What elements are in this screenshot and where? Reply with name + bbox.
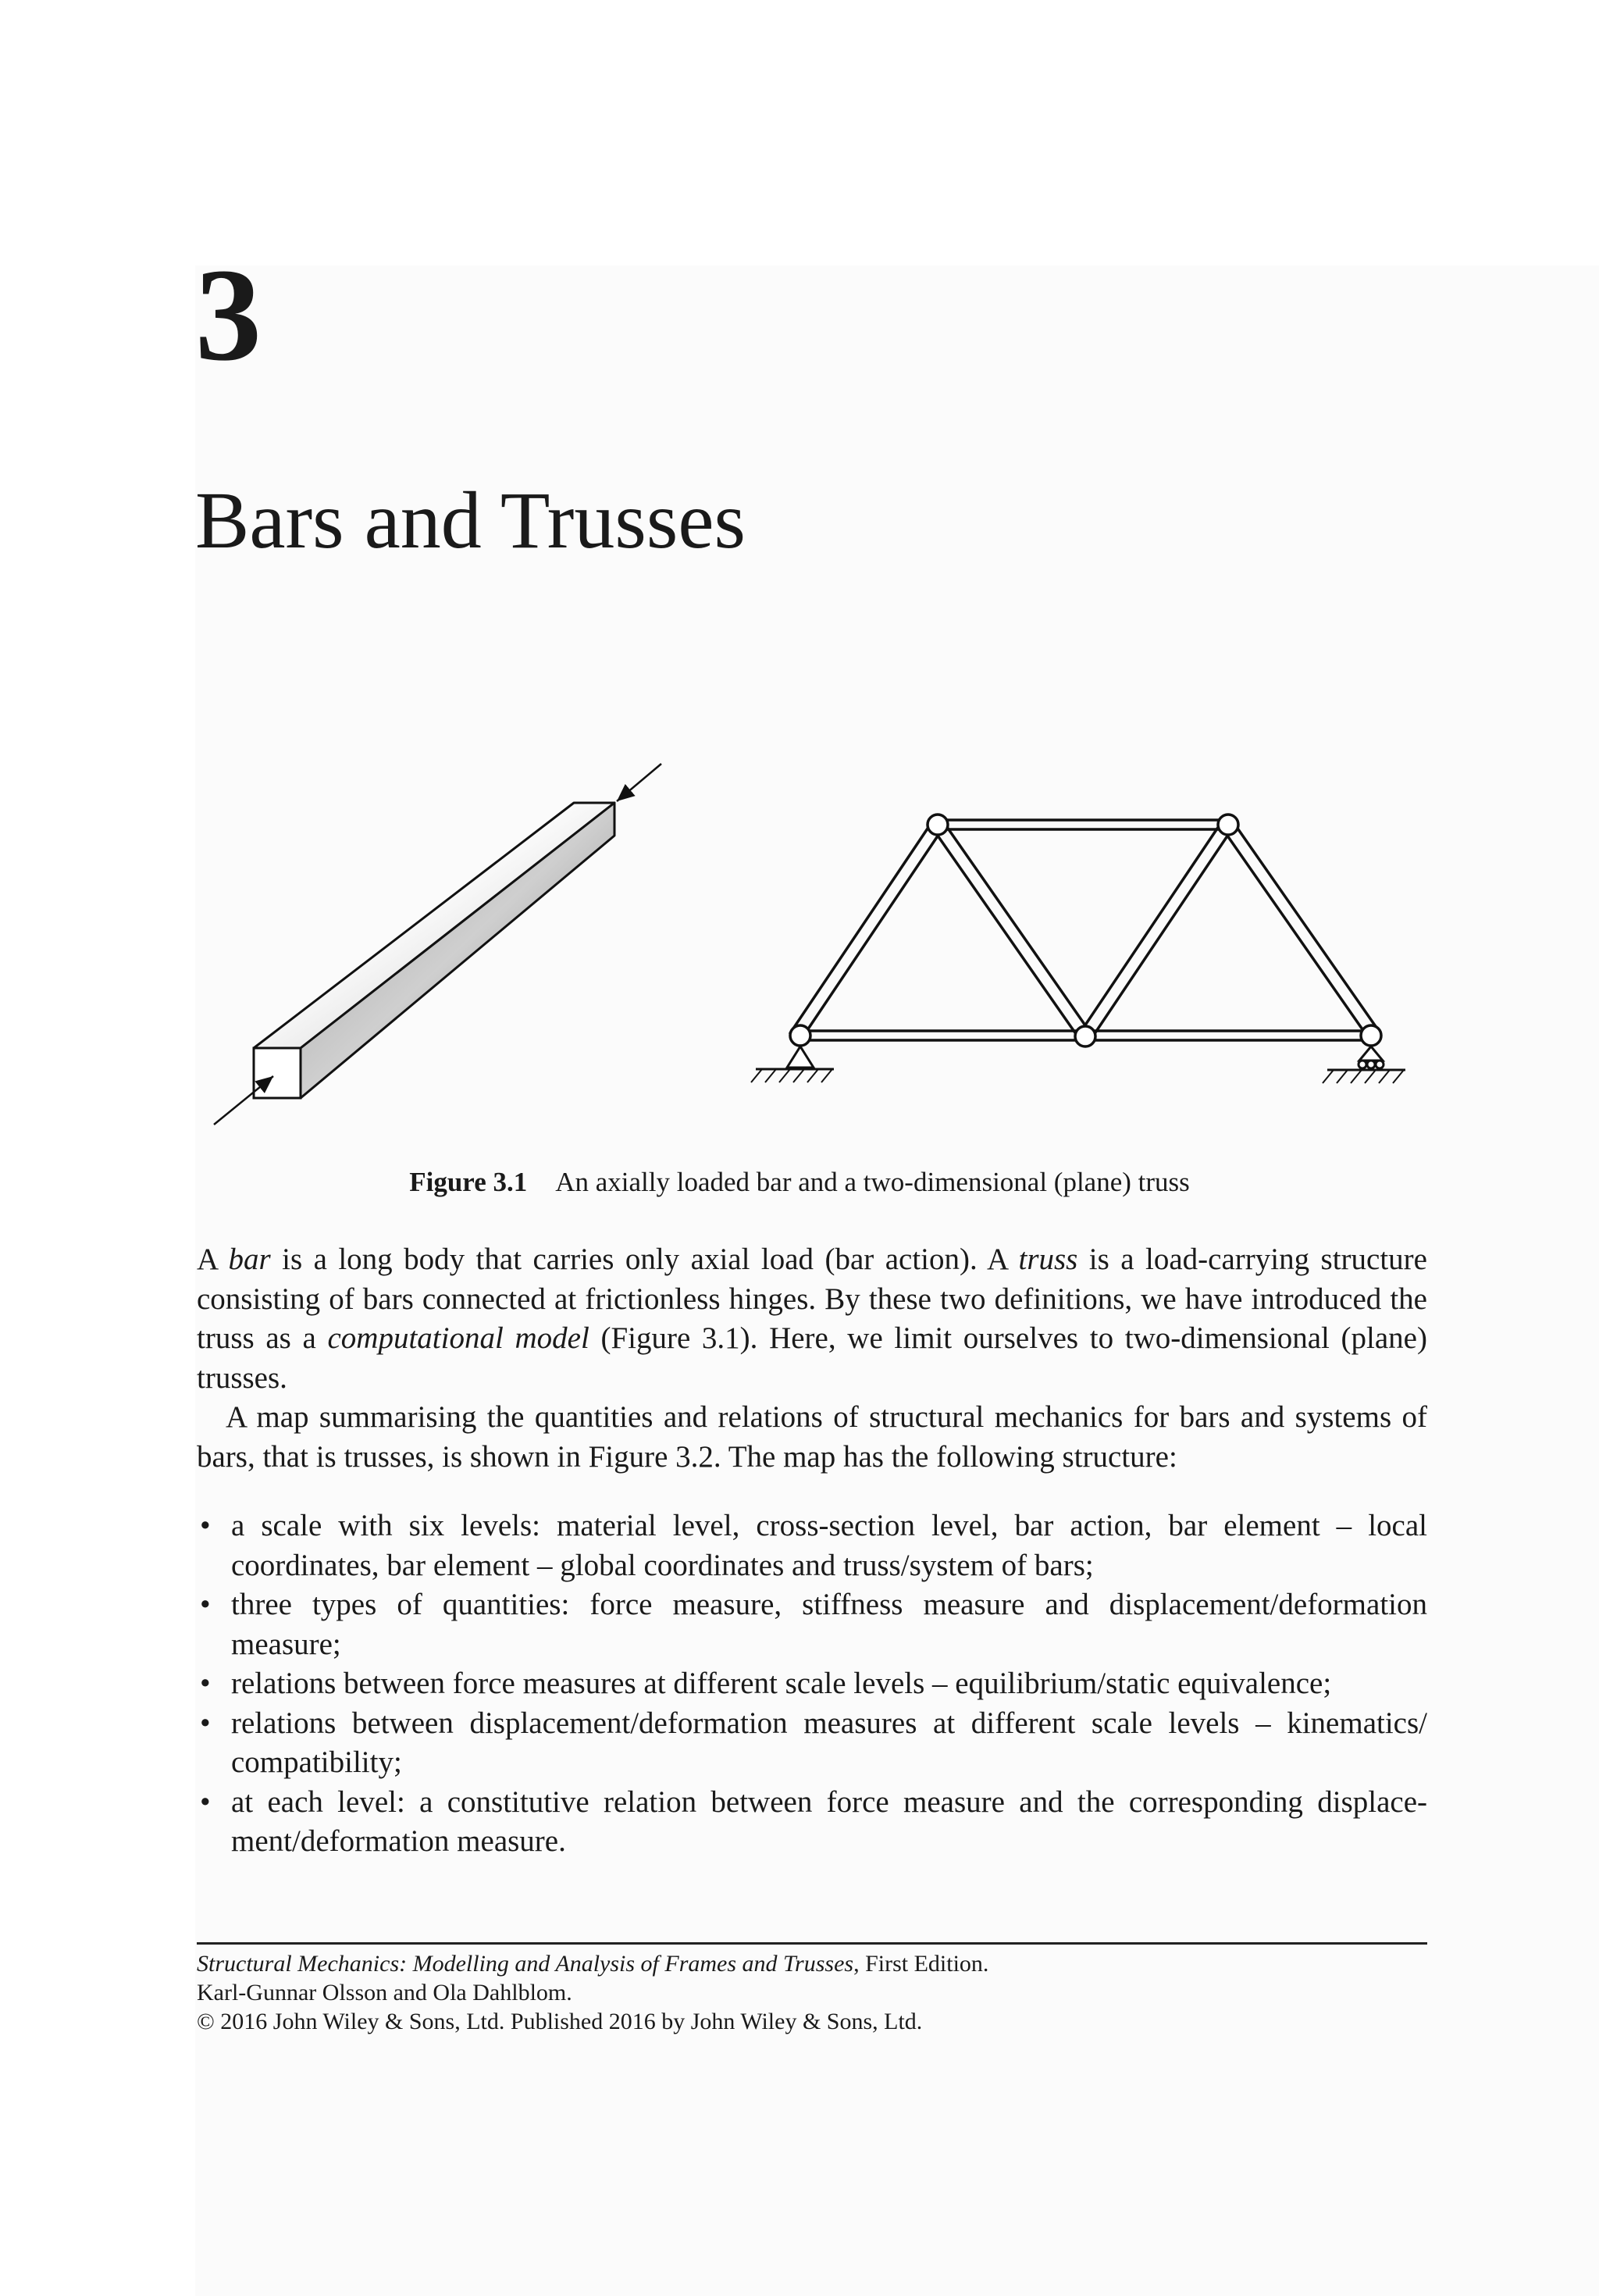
load-arrow-bottom bbox=[214, 1076, 273, 1125]
text-run: is a long body that carries only axial load (bar action). A bbox=[270, 1242, 1019, 1276]
text-run: is a load-carrying structure consisting of bars connected at frictionless hinges. By these two definitions, we have introduced the truss as a bbox=[197, 1242, 1427, 1355]
plane-truss bbox=[790, 820, 1380, 1040]
figure-label: Figure 3.1 bbox=[409, 1167, 528, 1197]
list-item-text: relations between displacement/deformation measures at different scale levels – kinematics/ compatibility; bbox=[231, 1706, 1427, 1779]
list-item-text: three types of quantities: force measure, stiffness measure and displacement/deformation measure; bbox=[231, 1588, 1427, 1661]
list-item bbox=[197, 1783, 1427, 1862]
footer-citation bbox=[197, 1949, 1427, 1978]
bullet-icon: • bbox=[200, 1706, 211, 1740]
text-run: (Figure 3.1). Here, we limit ourselves to two-dimensional (plane) trusses. bbox=[197, 1321, 1427, 1395]
list-item bbox=[197, 1506, 1427, 1585]
axial-bar bbox=[254, 803, 614, 1098]
figure-caption-text: An axially loaded bar and a two-dimensional (plane) truss bbox=[555, 1167, 1190, 1197]
list-item-text: relations between force measures at different scale levels – equilibrium/static equivalence; bbox=[231, 1667, 1332, 1700]
body-text bbox=[197, 1240, 1427, 1862]
list-item bbox=[197, 1585, 1427, 1664]
book-edition: , First Edition. bbox=[853, 1951, 989, 1977]
figure-illustration bbox=[195, 750, 1444, 1140]
paragraph-definitions bbox=[197, 1240, 1427, 1398]
italic-term: truss bbox=[1018, 1242, 1078, 1276]
list-item bbox=[197, 1704, 1427, 1783]
italic-term: computational model bbox=[327, 1321, 589, 1355]
structure-list bbox=[197, 1506, 1427, 1862]
footer-rule bbox=[197, 1942, 1427, 1945]
footer bbox=[197, 1949, 1427, 2036]
list-item-text: at each level: a constitutive relation between force measure and the corresponding displace-ment/deformation measure. bbox=[231, 1784, 1427, 1858]
paragraph-map-intro: A map summarising the quantities and relations of structural mechanics for bars and systems of bars, that is trusses, is shown in Figure 3.2. The map has the following structure: bbox=[197, 1400, 1427, 1474]
roller-support-right bbox=[1323, 1046, 1405, 1083]
bullet-icon: • bbox=[200, 1784, 211, 1819]
bullet-icon: • bbox=[200, 1588, 211, 1621]
figure-3-1 bbox=[195, 750, 1444, 1144]
footer-authors: Karl-Gunnar Olsson and Ola Dahlblom. bbox=[197, 1980, 572, 2005]
bullet-icon: • bbox=[200, 1667, 211, 1700]
italic-term: bar bbox=[228, 1242, 271, 1276]
figure-caption bbox=[0, 1167, 1599, 1198]
list-item-text: a scale with six levels: material level, cross-section level, bar action, bar element – local coordinates, bar element – global coordinates and truss/system of bars; bbox=[231, 1509, 1427, 1582]
bullet-icon: • bbox=[200, 1509, 211, 1542]
footer-copyright: © 2016 John Wiley & Sons, Ltd. Published 2016 by John Wiley & Sons, Ltd. bbox=[197, 2009, 923, 2034]
load-arrow-top bbox=[617, 764, 661, 801]
chapter-title: Bars and Trusses bbox=[195, 476, 746, 565]
list-item bbox=[197, 1664, 1427, 1704]
text-run: A bbox=[197, 1242, 229, 1276]
pinned-support-left bbox=[751, 1046, 834, 1082]
chapter-number: 3 bbox=[195, 241, 262, 388]
book-title: Structural Mechanics: Modelling and Analysis of Frames and Trusses bbox=[197, 1951, 854, 1977]
